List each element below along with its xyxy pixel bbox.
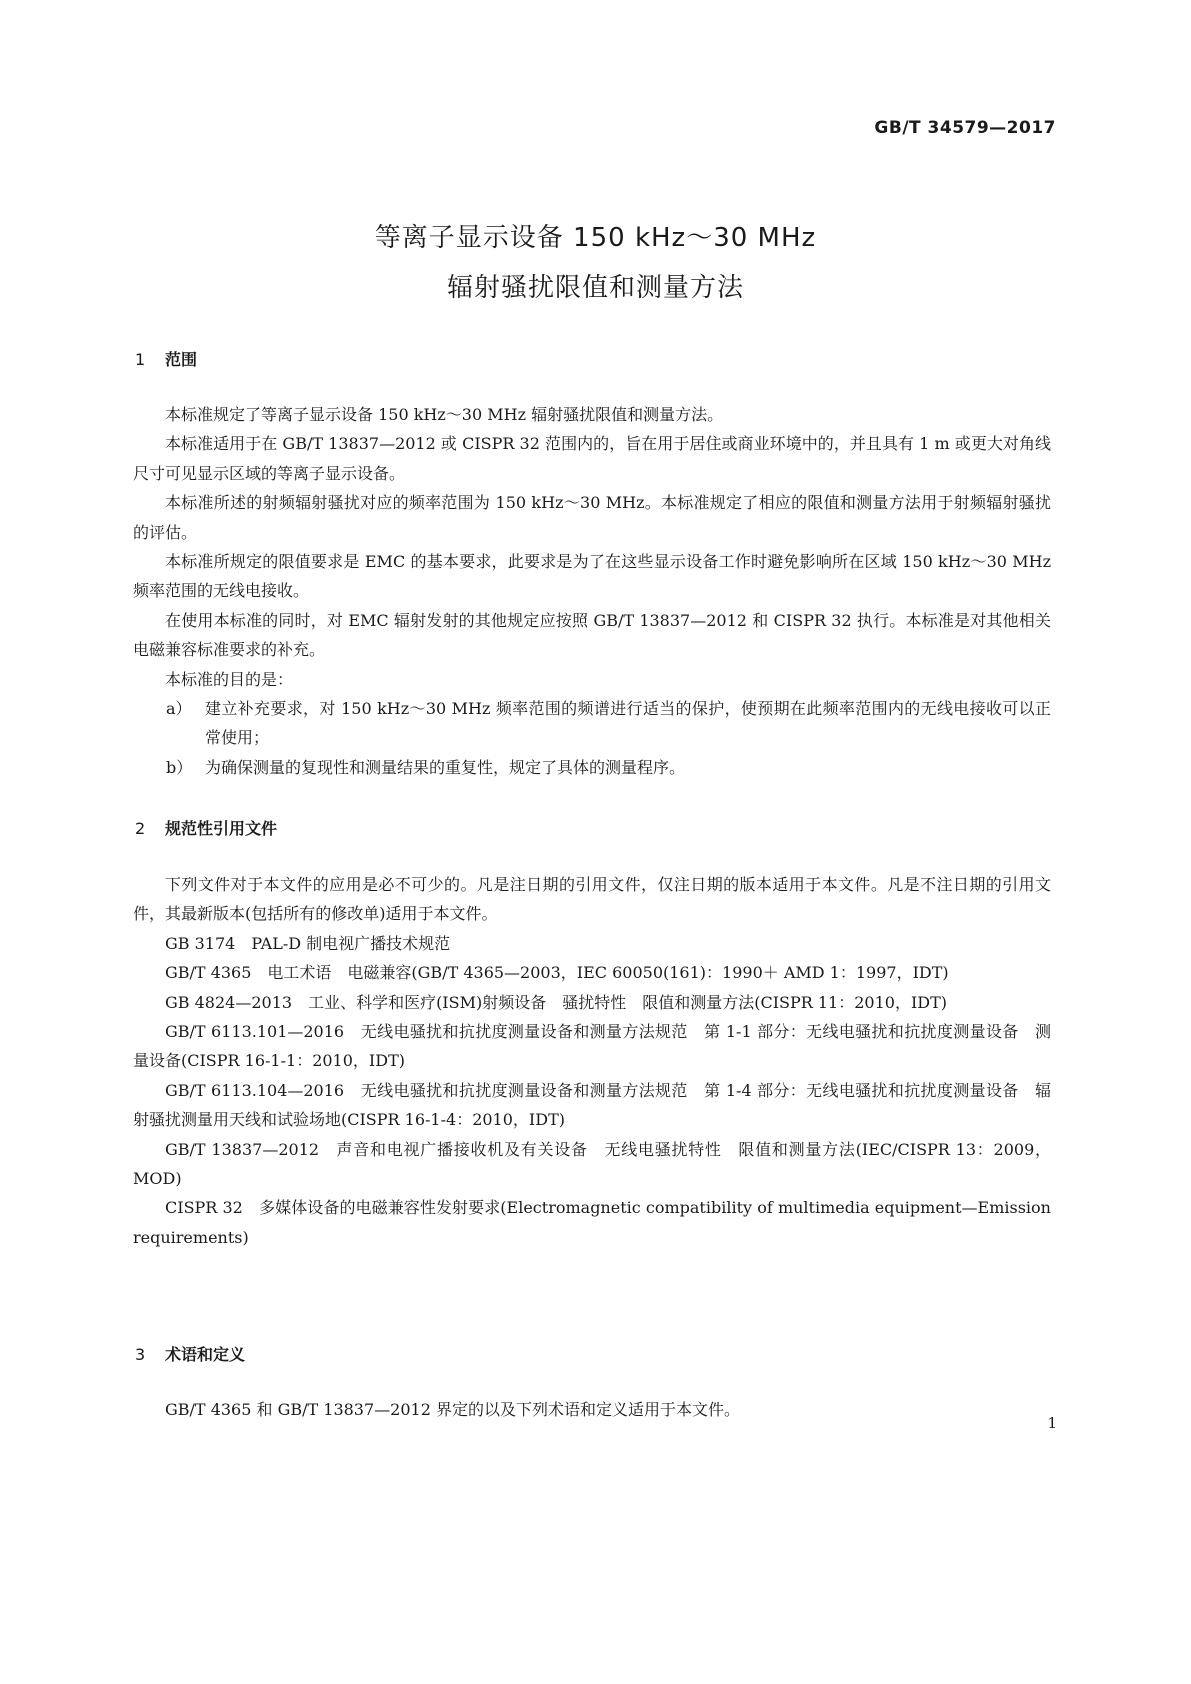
paragraph: 本标准所规定的限值要求是 EMC 的基本要求，此要求是为了在这些显示设备工作时避免影响所在区域 150 kHz～30 MHz 频率范围的无线电接收。	[133, 552, 1051, 601]
reference-entry: GB/T 6113.101—2016 无线电骚扰和抗扰度测量设备和测量方法规范 第 1-1 部分：无线电骚扰和抗扰度测量设备 测量设备(CISPR 16-1-1：2010，IDT)	[133, 1022, 1051, 1071]
title-line-1: 等离子显示设备 150 kHz～30 MHz	[374, 223, 817, 253]
section-3-body	[133, 1395, 1051, 1424]
reference-entry: GB/T 13837—2012 声音和电视广播接收机及有关设备 无线电骚扰特性 限值和测量方法(IEC/CISPR 13：2009，MOD)	[133, 1139, 1051, 1189]
paragraph: 在使用本标准的同时，对 EMC 辐射发射的其他规定应按照 GB/T 13837—2012 和 CISPR 32 执行。本标准是对其他相关电磁兼容标准要求的补充。	[133, 610, 1051, 660]
section-1-heading	[135, 347, 197, 370]
paragraph: 本标准适用于在 GB/T 13837—2012 或 CISPR 32 范围内的，旨在用于居住或商业环境中的，并且具有 1 m 或更大对角线尺寸可见显示区域的等离子显示设备。	[133, 434, 1051, 483]
reference-entry: GB/T 4365 电工术语 电磁兼容(GB/T 4365—2003，IEC 60050(161)：1990＋ AMD 1：1997，IDT)	[165, 963, 949, 983]
section-1-body	[133, 400, 1051, 782]
paragraph: 本标准规定了等离子显示设备 150 kHz～30 MHz 辐射骚扰限值和测量方法。	[165, 405, 724, 424]
section-title: 范围	[165, 350, 198, 369]
section-number: 2	[135, 819, 146, 838]
list-marker: a）	[166, 699, 192, 719]
reference-entry: GB 3174 PAL-D 制电视广播技术规范	[165, 933, 451, 953]
section-title: 术语和定义	[165, 1345, 246, 1364]
list-item-text: 为确保测量的复现性和测量结果的重复性，规定了具体的测量程序。	[205, 757, 686, 777]
list-item	[133, 694, 1051, 753]
section-number: 1	[135, 350, 146, 369]
page-number: 1	[1047, 1414, 1057, 1432]
paragraph: 本标准的目的是：	[165, 669, 294, 689]
list-marker: b）	[166, 757, 193, 777]
reference-entry: GB 4824—2013 工业、科学和医疗(ISM)射频设备 骚扰特性 限值和测量方法(CISPR 11：2010，IDT)	[165, 992, 948, 1012]
paragraph: 下列文件对于本文件的应用是必不可少的。凡是注日期的引用文件，仅注日期的版本适用于本文件。凡是不注日期的引用文件，其最新版本(包括所有的修改单)适用于本文件。	[133, 875, 1051, 924]
section-number: 3	[135, 1345, 146, 1364]
list-item-text: 建立补充要求，对 150 kHz～30 MHz 频率范围的频谱进行适当的保护，使预期在此频率范围内的无线电接收可以正常使用；	[205, 699, 1051, 748]
paragraph: 本标准所述的射频辐射骚扰对应的频率范围为 150 kHz～30 MHz。本标准规定了相应的限值和测量方法用于射频辐射骚扰的评估。	[133, 493, 1051, 542]
section-title: 规范性引用文件	[165, 819, 278, 838]
paragraph: GB/T 4365 和 GB/T 13837—2012 界定的以及下列术语和定义适用于本文件。	[165, 1400, 740, 1419]
section-2-heading	[135, 816, 277, 839]
section-3-heading	[135, 1342, 245, 1365]
title-line-2: 辐射骚扰限值和测量方法	[446, 273, 744, 303]
reference-entry: GB/T 6113.104—2016 无线电骚扰和抗扰度测量设备和测量方法规范 第 1-4 部分：无线电骚扰和抗扰度测量设备 辐射骚扰测量用天线和试验场地(CISPR 16-1-4：2010，IDT)	[133, 1080, 1051, 1130]
section-2-body	[133, 870, 1051, 1252]
standard-code: GB/T 34579—2017	[874, 118, 1056, 138]
document-title	[0, 213, 1191, 313]
reference-entry: CISPR 32 多媒体设备的电磁兼容性发射要求(Electromagnetic compatibility of multimedia equipment—Emission requirements)	[133, 1198, 1051, 1247]
list-item	[133, 753, 1051, 782]
